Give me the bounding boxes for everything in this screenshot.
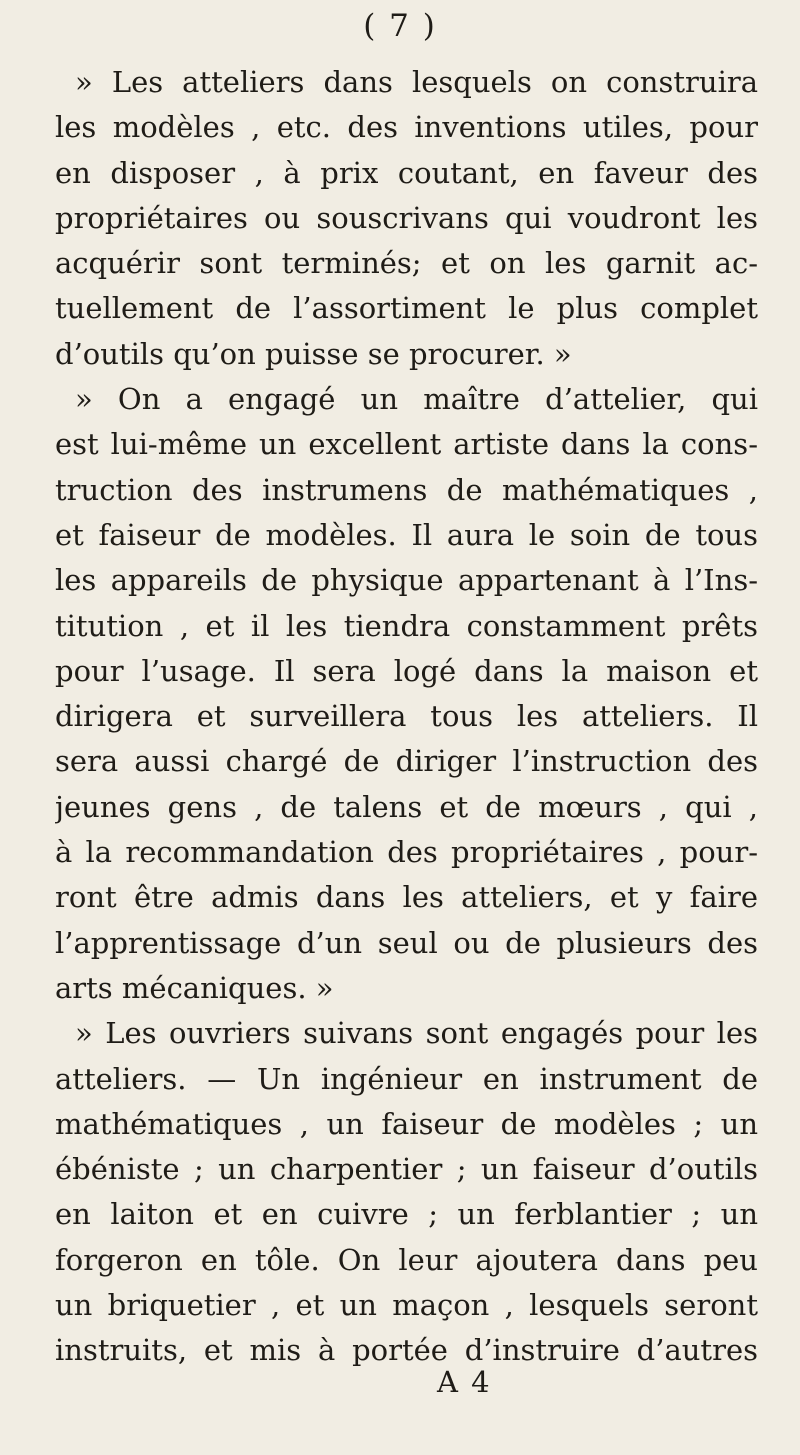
text-line: truction des instrumens de mathématiques , xyxy=(55,472,758,507)
text-line: ront être admis dans les atteliers, et y faire xyxy=(55,880,758,915)
text-line: les modèles , etc. des inventions utiles, pour xyxy=(55,110,758,145)
text-line: et faiseur de modèles. Il aura le soin de tous xyxy=(55,517,758,552)
text-line: un briquetier , et un maçon , lesquels seront xyxy=(55,1288,758,1323)
text-line: à la recommandation des propriétaires , pour- xyxy=(55,835,758,870)
text-line: instruits, et mis à portée d’instruire d’autres xyxy=(55,1333,758,1368)
text-line: forgeron en tôle. On leur ajoutera dans peu xyxy=(55,1242,758,1277)
body-text xyxy=(55,60,758,1374)
text-line: acquérir sont terminés; et on les garnit ac- xyxy=(55,246,758,281)
text-line: d’outils qu’on puisse se procurer. » xyxy=(55,336,572,371)
text-line: titution , et il les tiendra constamment prêts xyxy=(55,608,758,643)
page-number: ( 7 ) xyxy=(363,8,437,44)
text-line: » Les ouvriers suivans sont engagés pour les xyxy=(75,1016,758,1051)
text-line: tuellement de l’assortiment le plus complet xyxy=(55,291,758,326)
text-line: » Les atteliers dans lesquels on construira xyxy=(75,65,758,99)
text-line: sera aussi chargé de diriger l’instruction des xyxy=(55,744,758,779)
text-line: en laiton et en cuivre ; un ferblantier ; un xyxy=(55,1197,758,1232)
signature-mark: A 4 xyxy=(437,1365,492,1399)
text-line: est lui-même un excellent artiste dans la cons- xyxy=(55,427,758,462)
text-line: l’apprentissage d’un seul ou de plusieurs des xyxy=(55,925,758,960)
text-line: ébéniste ; un charpentier ; un faiseur d’outils xyxy=(55,1152,758,1187)
text-line: dirigera et surveillera tous les atteliers. Il xyxy=(55,699,758,734)
text-line: arts mécaniques. » xyxy=(55,970,334,1005)
text-line: atteliers. — Un ingénieur en instrument de xyxy=(55,1061,758,1096)
text-line: les appareils de physique appartenant à l’Ins- xyxy=(55,563,758,598)
text-line: pour l’usage. Il sera logé dans la maison et xyxy=(55,653,758,688)
text-line: » On a engagé un maître d’attelier, qui xyxy=(75,382,758,417)
text-line: mathématiques , un faiseur de modèles ; un xyxy=(55,1106,758,1141)
text-line: jeunes gens , de talens et de mœurs , qui , xyxy=(55,789,758,824)
text-line: propriétaires ou souscrivans qui voudront les xyxy=(55,200,758,235)
text-line: en disposer , à prix coutant, en faveur des xyxy=(55,155,758,190)
